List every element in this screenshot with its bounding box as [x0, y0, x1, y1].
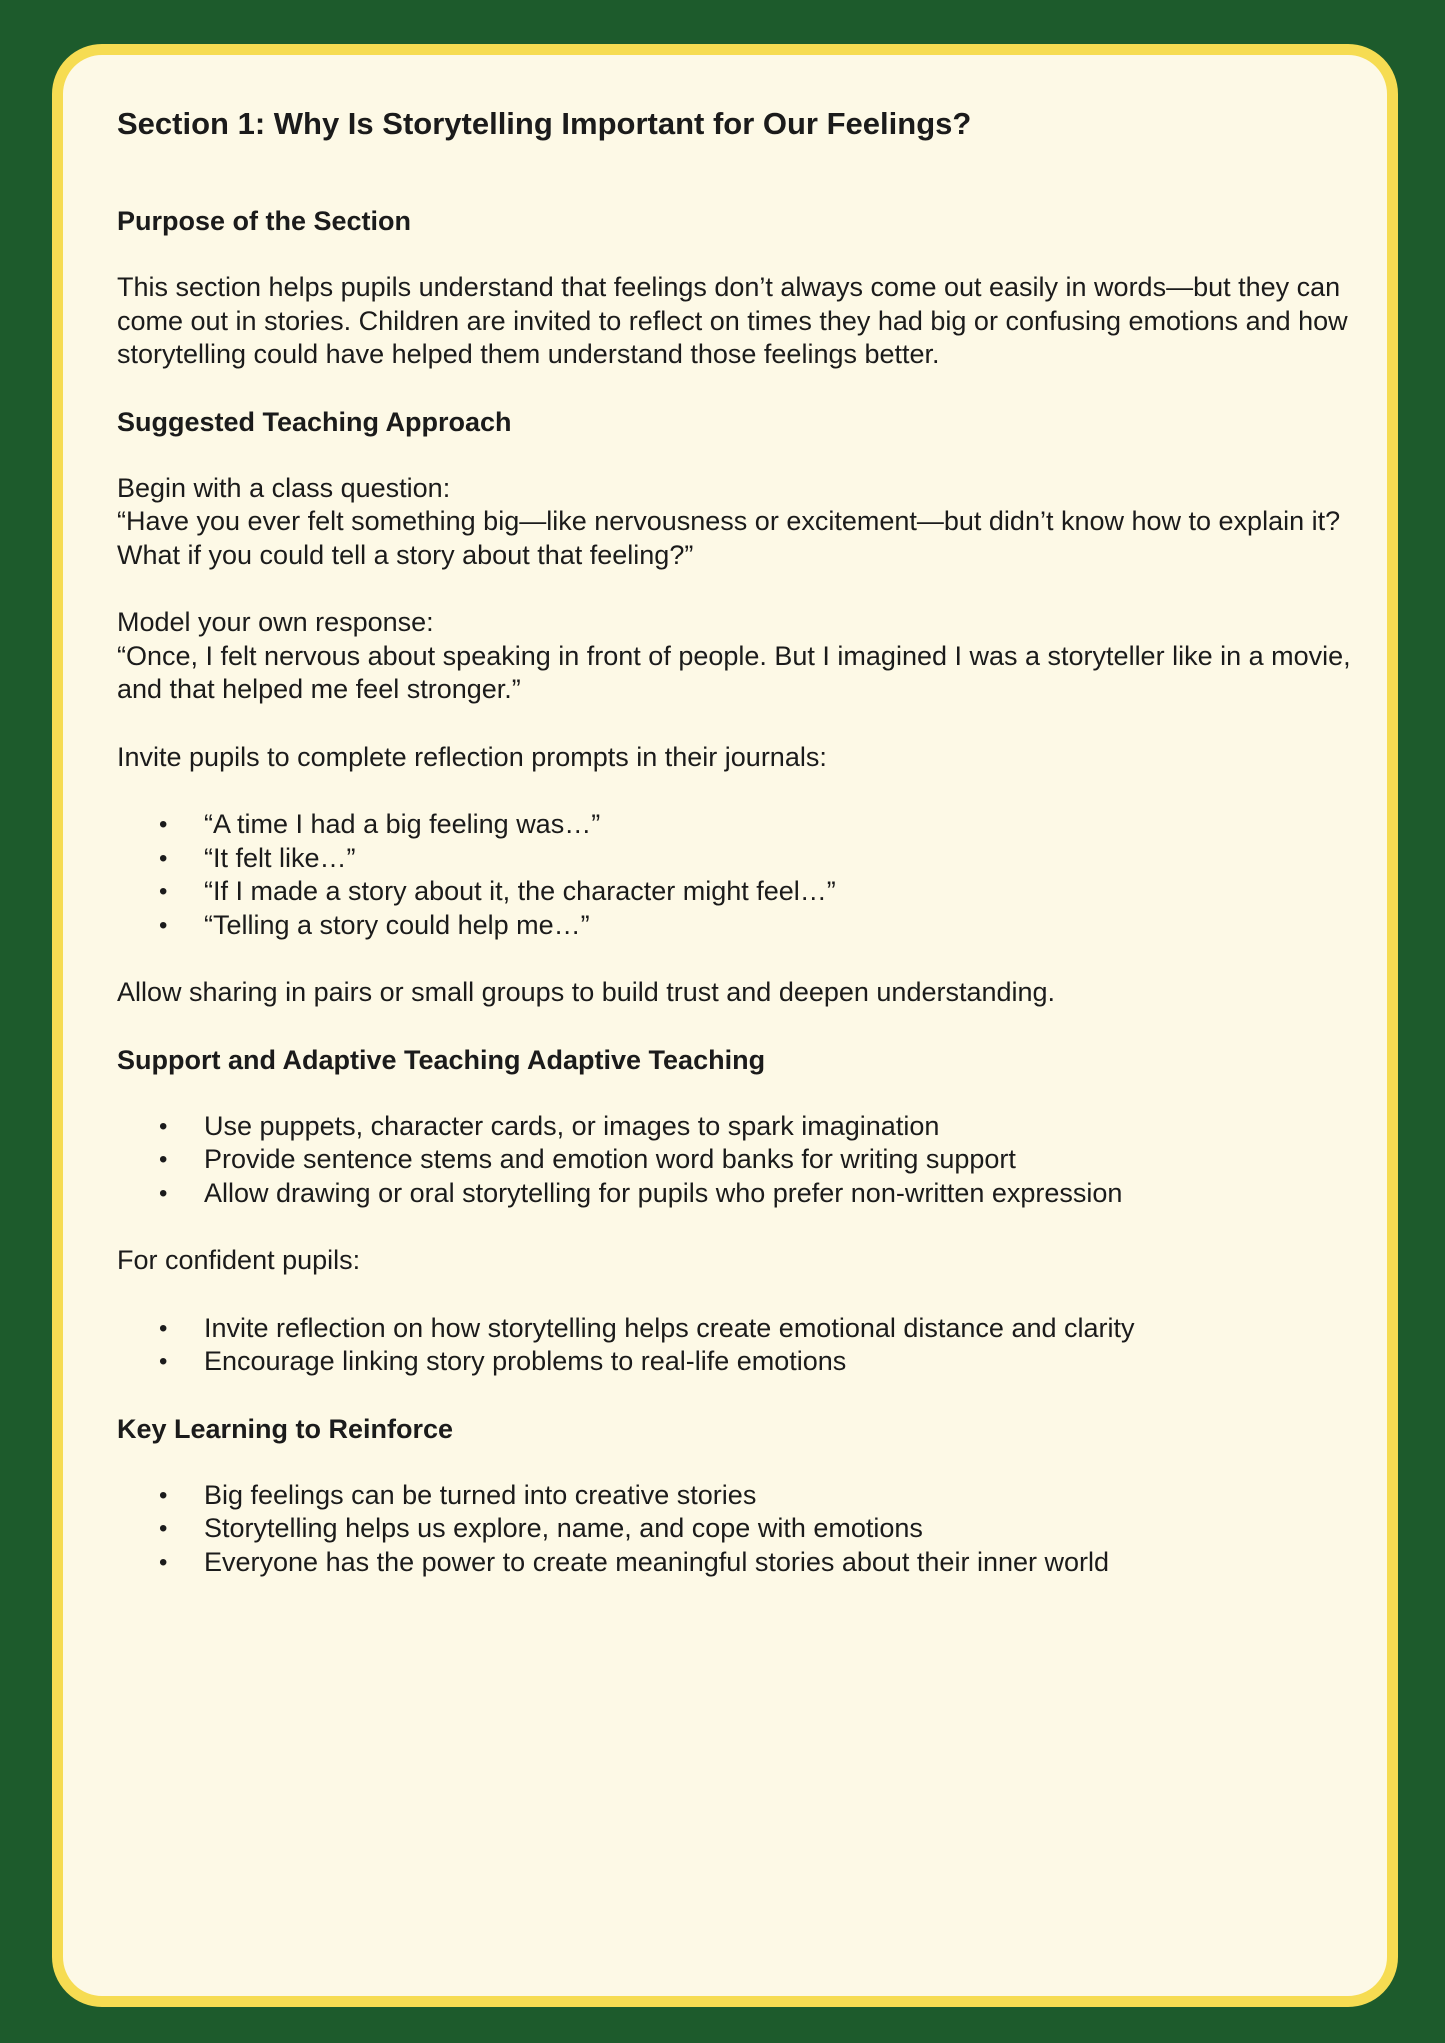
list-item-text: Invite reflection on how storytelling helps create emotional distance and clarity [204, 1312, 1135, 1343]
model-lead: Model your own response: [117, 607, 434, 637]
bullet-icon: • [159, 1348, 168, 1375]
reflection-prompts-list [117, 808, 1365, 942]
page-card [52, 44, 1398, 2007]
bullet-icon: • [159, 1314, 168, 1342]
list-item-text: “Telling a story could help me…” [204, 909, 590, 940]
bullet-icon: • [159, 1112, 168, 1140]
list-item-text: Use puppets, character cards, or images to spark imagination [204, 1110, 940, 1141]
list-item-text: Encourage linking story problems to real-life emotions [204, 1346, 847, 1376]
list-item [159, 1110, 1365, 1144]
list-item-text: Provide sentence stems and emotion word banks for writing support [204, 1144, 1016, 1174]
approach-heading: Suggested Teaching Approach [117, 406, 512, 437]
bullet-icon: • [159, 1481, 168, 1509]
bullet-icon: • [159, 811, 168, 838]
bullet-icon: • [159, 1515, 168, 1542]
list-item [159, 1479, 1365, 1513]
purpose-heading: Purpose of the Section [117, 206, 412, 236]
prompts-lead: Invite pupils to complete reflection prompts in their journals: [117, 741, 827, 772]
list-item [159, 1312, 1365, 1346]
list-item [159, 875, 1365, 909]
list-item [159, 909, 1365, 943]
list-item [159, 1143, 1365, 1177]
bullet-icon: • [159, 911, 168, 939]
bullet-icon: • [159, 1146, 168, 1173]
support-list [117, 1110, 1365, 1211]
support-heading: Support and Adaptive Teaching Adaptive Teaching [117, 1044, 766, 1075]
key-learning-list [117, 1479, 1365, 1580]
list-item-text: Storytelling helps us explore, name, and cope with emotions [204, 1513, 923, 1543]
list-item-text: Big feelings can be turned into creative stories [204, 1479, 757, 1510]
list-item-text: “If I made a story about it, the character might feel…” [204, 876, 836, 906]
document-content [117, 105, 1365, 1613]
confident-lead: For confident pupils: [117, 1245, 361, 1275]
question-lead: Begin with a class question: [117, 472, 451, 503]
list-item [159, 1177, 1365, 1211]
list-item [159, 1345, 1365, 1379]
bullet-icon: • [159, 844, 168, 872]
list-item-text: “It felt like…” [204, 842, 356, 873]
sharing-text: Allow sharing in pairs or small groups to build trust and deepen understanding. [117, 977, 1056, 1007]
list-item [159, 842, 1365, 876]
confident-list [117, 1312, 1365, 1379]
list-item-text: “A time I had a big feeling was…” [204, 809, 601, 839]
model-response: “Once, I felt nervous about speaking in front of people. But I imagined I was a storyteller like in a movie, and that helped me feel stronger.” [117, 640, 1351, 704]
list-item-text: Allow drawing or oral storytelling for pupils who prefer non-written expression [204, 1177, 1123, 1208]
list-item [159, 1546, 1365, 1580]
bullet-icon: • [159, 878, 168, 905]
bullet-icon: • [159, 1179, 168, 1207]
key-learning-heading: Key Learning to Reinforce [117, 1413, 454, 1444]
class-question: “Have you ever felt something big—like nervousness or excitement—but didn’t know how to explain it? What if you could tell a story about that feeling?” [117, 506, 1341, 570]
list-item-text: Everyone has the power to create meaningful stories about their inner world [204, 1546, 1110, 1577]
list-item [159, 1512, 1365, 1546]
page-title: Section 1: Why Is Storytelling Important for Our Feelings? [117, 106, 972, 141]
purpose-text: This section helps pupils understand that feelings don’t always come out easily in words—but they can come out in stories. Children are invited to reflect on times they had big or confusing emotions and how storytelling could have helped them understand those feelings better. [117, 272, 1348, 369]
list-item [159, 808, 1365, 842]
bullet-icon: • [159, 1548, 168, 1576]
